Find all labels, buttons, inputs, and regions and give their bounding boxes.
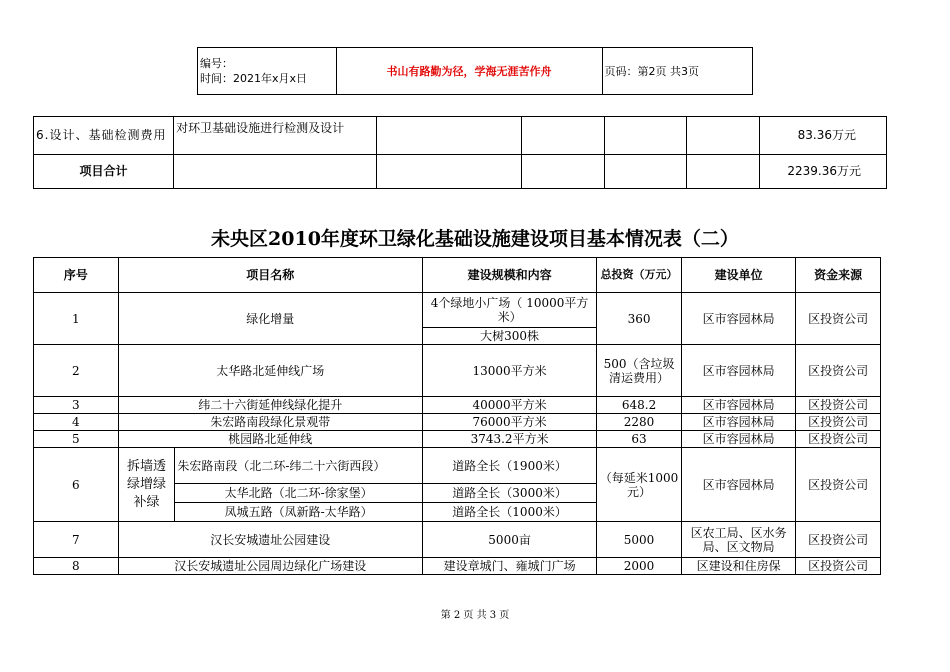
row-no: 6 [34,448,119,522]
page-footer: 第 2 页 共 3 页 [440,610,510,621]
row-name: 绿化增量 [118,293,422,345]
table-row [34,448,881,484]
row-scale: 4个绿地小广场（ 10000平方米） [422,293,596,328]
table-row [34,293,881,328]
table-row [34,558,881,575]
row-scale: 道路全长（1900米） [422,448,596,484]
header-investment: 总投资（万元） [597,258,682,293]
table-row [34,117,887,155]
row-scale: 建设章城门、雍城门广场 [422,558,596,575]
row-subitem-name: 凤城五路（凤新路-太华路） [175,503,423,522]
row-investment: 5000 [597,522,682,558]
table-row [34,345,881,397]
page-title: 未央区2010年度环卫绿化基础设施建设项目基本情况表（二） [211,228,739,250]
row-source: 区投资公司 [796,431,881,448]
table-header-row [34,258,881,293]
row-subitem-name: 朱宏路南段（北二环-纬二十六街西段） [175,448,423,484]
row-name: 太华路北延伸线广场 [118,345,422,397]
summary-table [33,116,887,189]
row-subitem-name: 太华北路（北二环-徐家堡） [175,484,423,503]
row-investment: 360 [597,293,682,345]
row-unit: 区市容园林局 [681,431,795,448]
row-source: 区投资公司 [796,397,881,414]
row-investment: 648.2 [597,397,682,414]
header-unit: 建设单位 [681,258,795,293]
item-name: 项目合计 [34,155,174,189]
header-scale: 建设规模和内容 [422,258,596,293]
row-source: 区投资公司 [796,345,881,397]
item-content: 对环卫基础设施进行检测及设计 [174,117,377,155]
row-unit: 区市容园林局 [681,397,795,414]
row-no: 7 [34,522,119,558]
row-unit: 区市容园林局 [681,345,795,397]
row-unit: 区市容园林局 [681,293,795,345]
row-scale: 76000平方米 [422,414,596,431]
table-row [34,522,881,558]
document-header [197,47,753,95]
row-name: 汉长安城遗址公园周边绿化广场建设 [118,558,422,575]
row-scale: 大树300株 [422,328,596,345]
row-source: 区投资公司 [796,414,881,431]
row-source: 区投资公司 [796,293,881,345]
row-scale: 3743.2平方米 [422,431,596,448]
header-name: 项目名称 [118,258,422,293]
table-row [34,414,881,431]
row-investment: （每延米1000元） [597,448,682,522]
row-scale: 道路全长（3000米） [422,484,596,503]
page-label: 页码：第2页 共3页 [602,48,752,95]
row-no: 2 [34,345,119,397]
row-no: 3 [34,397,119,414]
code-label: 编号： [200,57,233,70]
row-name: 汉长安城遗址公园建设 [118,522,422,558]
row-name: 桃园路北延伸线 [118,431,422,448]
header-no: 序号 [34,258,119,293]
header-source: 资金来源 [796,258,881,293]
item-amount: 83.36万元 [760,117,887,155]
row-no: 8 [34,558,119,575]
row-scale: 5000亩 [422,522,596,558]
header-meta [198,48,337,95]
row-source: 区投资公司 [796,448,881,522]
item-name: 6.设计、基础检测费用 [34,117,174,155]
table-row [34,155,887,189]
row-investment: 500（含垃圾清运费用） [597,345,682,397]
item-amount: 2239.36万元 [760,155,887,189]
table-row [34,431,881,448]
row-investment: 2000 [597,558,682,575]
row-investment: 63 [597,431,682,448]
row-name: 朱宏路南段绿化景观带 [118,414,422,431]
item-content [174,155,377,189]
motto: 书山有路勤为径，学海无涯苦作舟 [336,48,602,95]
row-scale: 40000平方米 [422,397,596,414]
row-unit: 区农工局、区水务局、区文物局 [681,522,795,558]
row-unit: 区建设和住房保 [681,558,795,575]
row-scale: 13000平方米 [422,345,596,397]
table-row [34,397,881,414]
row-source: 区投资公司 [796,558,881,575]
row-unit: 区市容园林局 [681,414,795,431]
row-no: 4 [34,414,119,431]
row-no: 1 [34,293,119,345]
row-scale: 道路全长（1000米） [422,503,596,522]
row-name: 纬二十六街延伸线绿化提升 [118,397,422,414]
row-source: 区投资公司 [796,522,881,558]
row-group: 拆墙透绿增绿补绿 [118,448,175,522]
row-investment: 2280 [597,414,682,431]
row-no: 5 [34,431,119,448]
row-unit: 区市容园林局 [681,448,795,522]
project-table [33,257,881,575]
time-label: 时间：2021年x月x日 [200,72,308,85]
